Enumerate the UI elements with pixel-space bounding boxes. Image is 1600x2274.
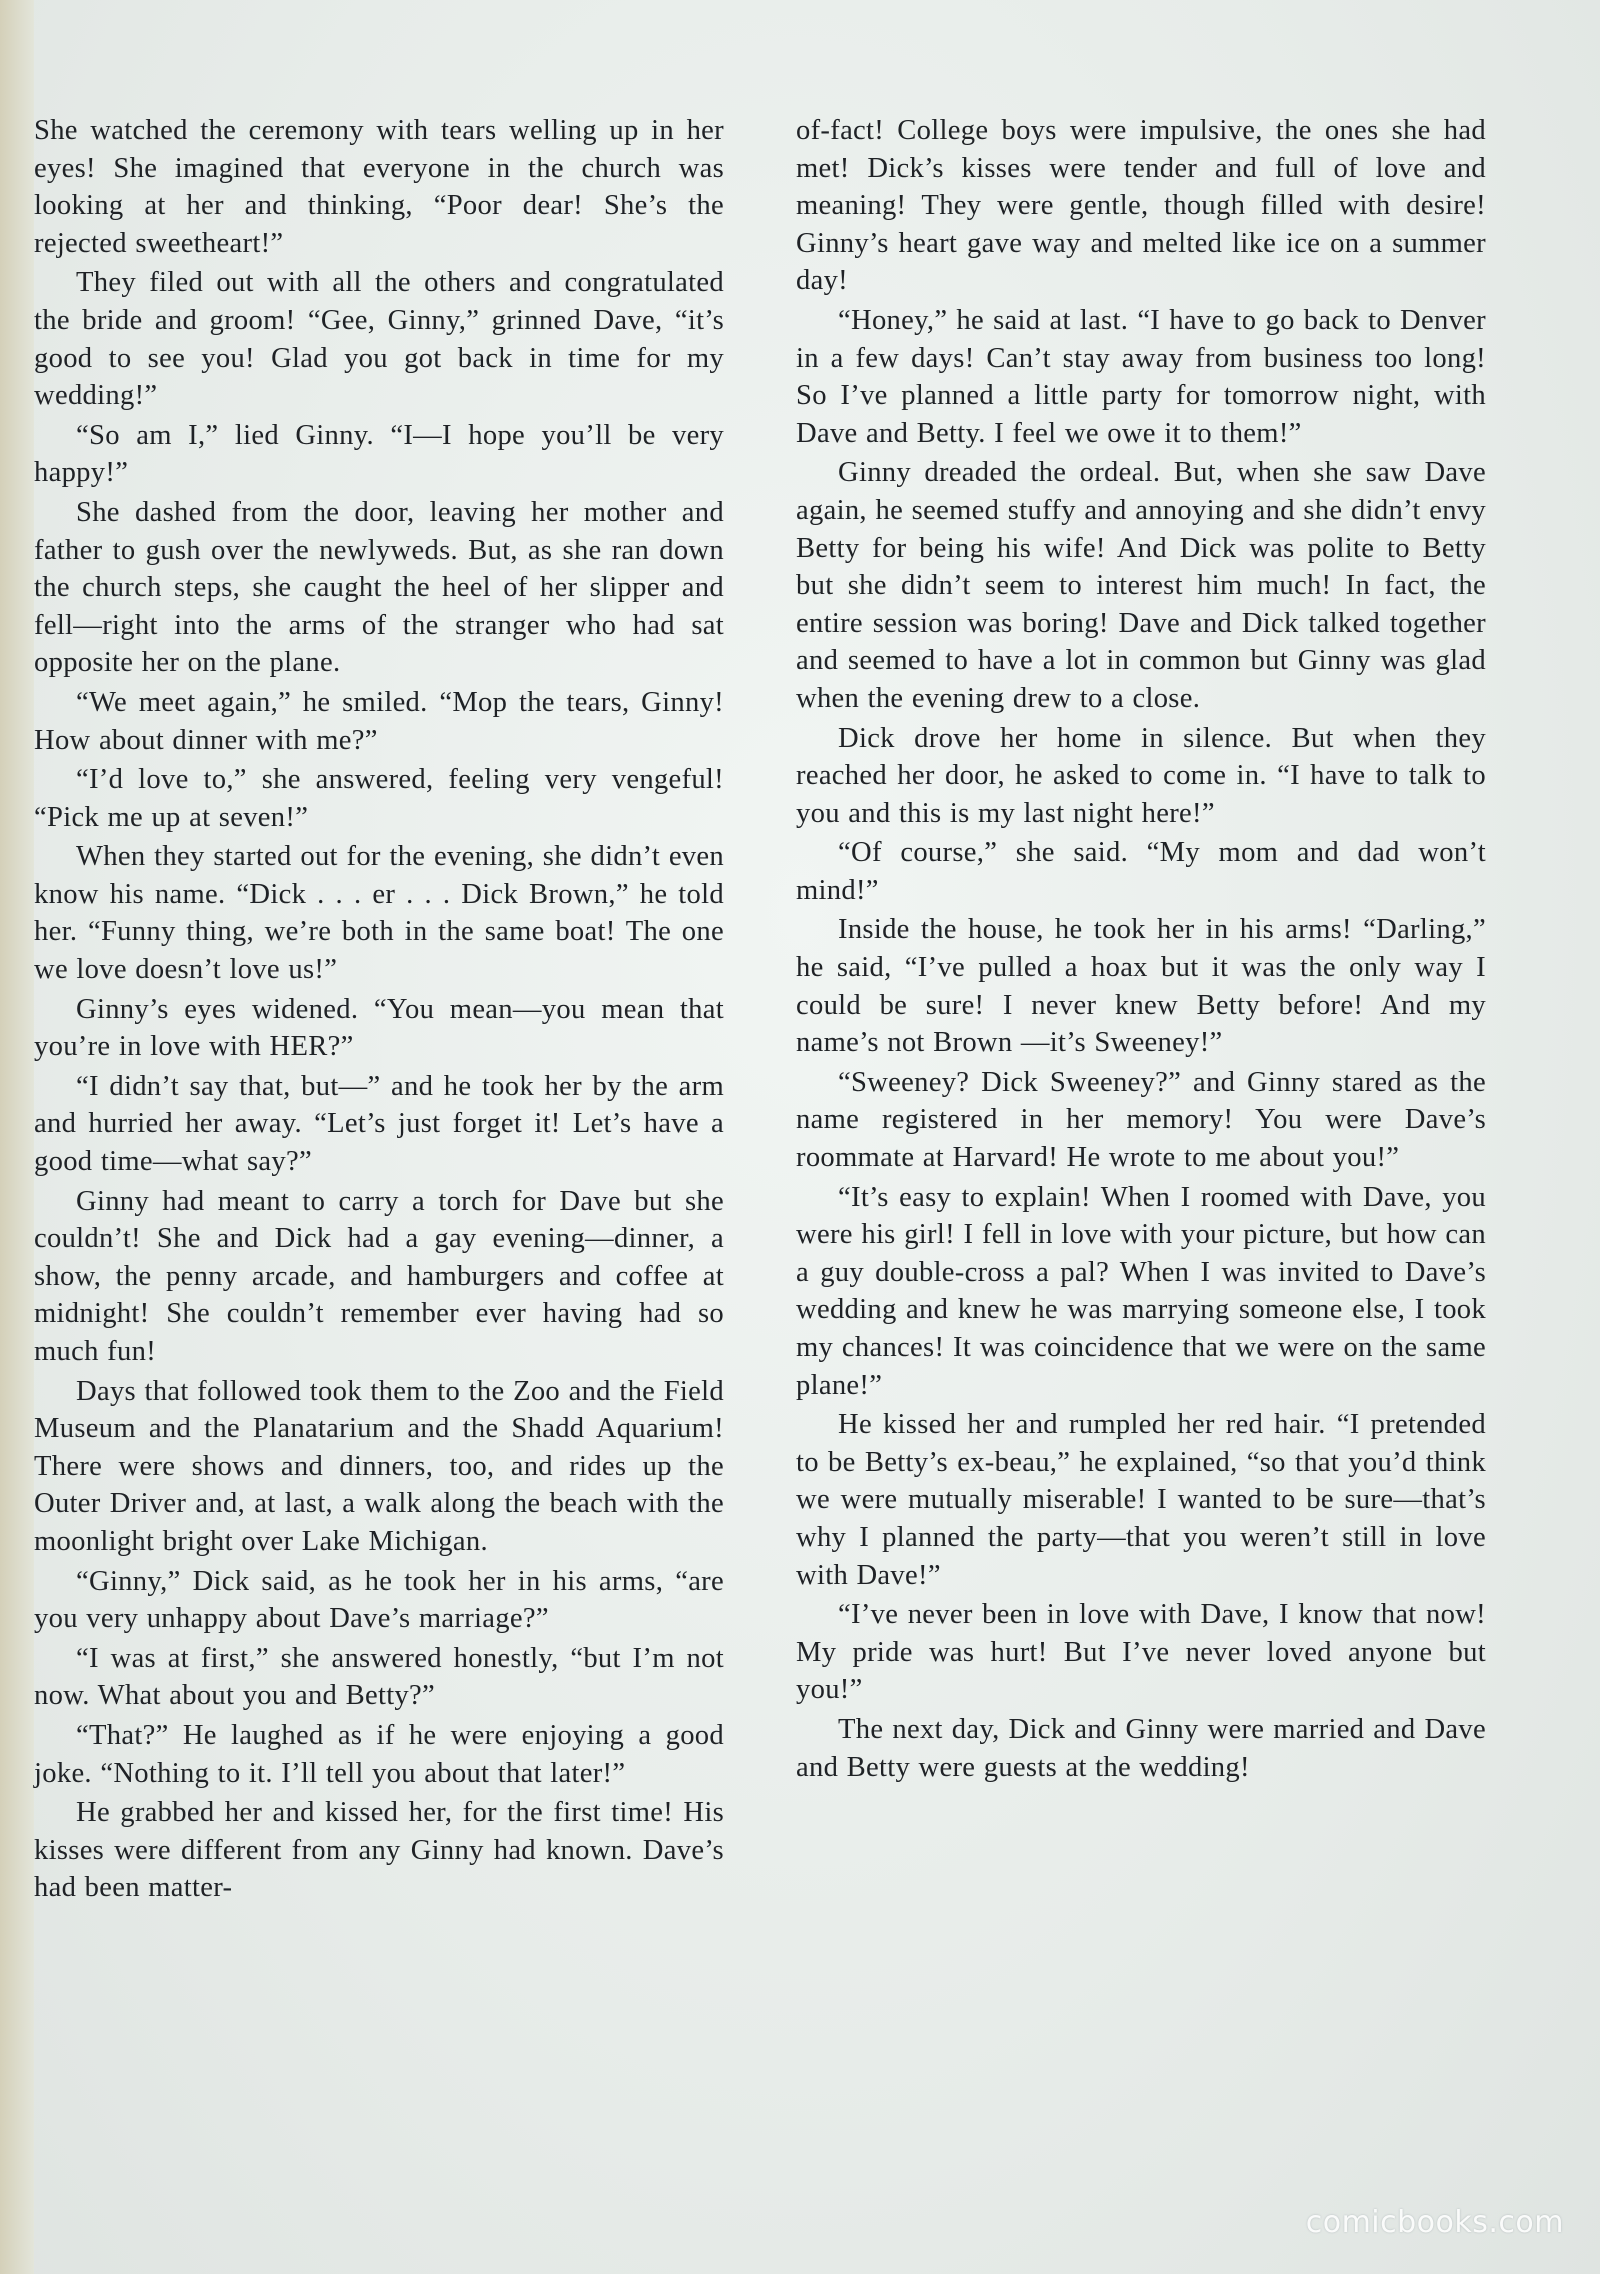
paragraph: “So am I,” lied Ginny. “I—I hope you’ll be very happy!” [34,419,724,489]
watermark: comicbooks.com [1305,2205,1564,2240]
paragraph: He kissed her and rumpled her red hair. “I pretended to be Betty’s ex-beau,” he explained, “so that you’d think we were mutually miserable! I wanted to be sure—that’s why I planned the party—that you weren’t still in love with Dave!” [796,1409,1486,1591]
paragraph: Days that followed took them to the Zoo and the Field Museum and the Planatarium and the Shadd Aquarium! There were shows and dinners, too, and rides up the Outer Driver and, at last, a walk along the beach with the moonlight bright over Lake Michigan. [34,1375,724,1557]
paragraph: When they started out for the evening, she didn’t even know his name. “Dick . . . er . . . Dick Brown,” he told her. “Funny thing, we’re both in the same boat! The one we love doesn’t love us!” [34,841,724,986]
paragraph: “I’d love to,” she answered, feeling very vengeful! “Pick me up at seven!” [34,764,724,833]
paragraph: “I was at first,” she answered honestly, “but I’m not now. What about you and Betty?” [34,1642,724,1712]
paragraph: “We meet again,” he smiled. “Mop the tears, Ginny! How about dinner with me?” [34,686,724,756]
paragraph: “Honey,” he said at last. “I have to go back to Denver in a few days! Can’t stay away from business too long! So I’ve planned a little party for tomorrow night, with Dave and Betty. I feel we owe it to them!” [796,304,1486,449]
paragraph: She dashed from the door, leaving her mother and father to gush over the newlyweds. But, as she ran down the church steps, she caught the heel of her slipper and fell—right into the arms of the stranger who had sat opposite her on the plane. [34,496,724,679]
paragraph: “Sweeney? Dick Sweeney?” and Ginny stared as the name registered in her memory! You were Dave’s roommate at Harvard! He wrote to me about you!” [796,1066,1486,1174]
paragraph: of-fact! College boys were impulsive, the ones she had met! Dick’s kisses were tender and full of love and meaning! They were gentle, though filled with desire! Ginny’s heart gave way and melted like ice on a summer day! [796,115,1486,297]
paragraph: “Ginny,” Dick said, as he took her in his arms, “are you very unhappy about Dave’s marriage?” [34,1565,724,1635]
paragraph: “I didn’t say that, but—” and he took her by the arm and hurried her away. “Let’s just forget it! Let’s have a good time—what say?” [34,1070,724,1178]
paragraph: “I’ve never been in love with Dave, I know that now! My pride was hurt! But I’ve never loved anyone but you!” [796,1599,1486,1706]
paragraph: “It’s easy to explain! When I roomed with Dave, you were his girl! I fell in love with your picture, but how can a guy double-cross a pal? When I was invited to Dave’s wedding and knew he was marrying someone else, I took my chances! It was coincidence that we were on the same plane!” [796,1181,1486,1401]
paragraph: “That?” He laughed as if he were enjoying a good joke. “Nothing to it. I’ll tell you about that later!” [34,1719,724,1789]
paragraph: “Of course,” she said. “My mom and dad won’t mind!” [796,837,1486,906]
paragraph: They filed out with all the others and congratulated the bride and groom! “Gee, Ginny,” grinned Dave, “it’s good to see you! Glad you got back in time for my wedding!” [34,267,724,412]
paragraph: Ginny dreaded the ordeal. But, when she saw Dave again, he seemed stuffy and annoying and she didn’t envy Betty for being his wife! And Dick was polite to Betty but she didn’t seem to interest him much! In fact, the entire session was boring! Dave and Dick talked together and seemed to have a lot in common but Ginny was glad when the evening drew to a close. [796,457,1486,714]
paragraph: The next day, Dick and Ginny were married and Dave and Betty were guests at the wedding! [796,1713,1486,1783]
paragraph: Ginny had meant to carry a torch for Dave but she couldn’t! She and Dick had a gay evening—dinner, a show, the penny arcade, and hamburgers and coffee at midnight! She couldn’t remember ever having had so much fun! [34,1185,724,1367]
paragraph: She watched the ceremony with tears welling up in her eyes! She imagined that everyone in the church was looking at her and thinking, “Poor dear! She’s the rejected sweetheart!” [34,115,724,259]
paragraph: Dick drove her home in silence. But when they reached her door, he asked to come in. “I have to talk to you and this is my last night here!” [796,722,1486,829]
paragraph: Ginny’s eyes widened. “You mean—you mean that you’re in love with HER?” [34,993,724,1063]
paragraph: He grabbed her and kissed her, for the first time! His kisses were different from any Ginny had known. Dave’s had been matter- [34,1797,724,1904]
paragraph: Inside the house, he took her in his arms! “Darling,” he said, “I’ve pulled a hoax but it was the only way I could be sure! I never knew Betty before! And my name’s not Brown —it’s Sweeney!” [796,914,1486,1059]
right-text-column [796,112,1486,1786]
left-text-column [34,112,724,1907]
